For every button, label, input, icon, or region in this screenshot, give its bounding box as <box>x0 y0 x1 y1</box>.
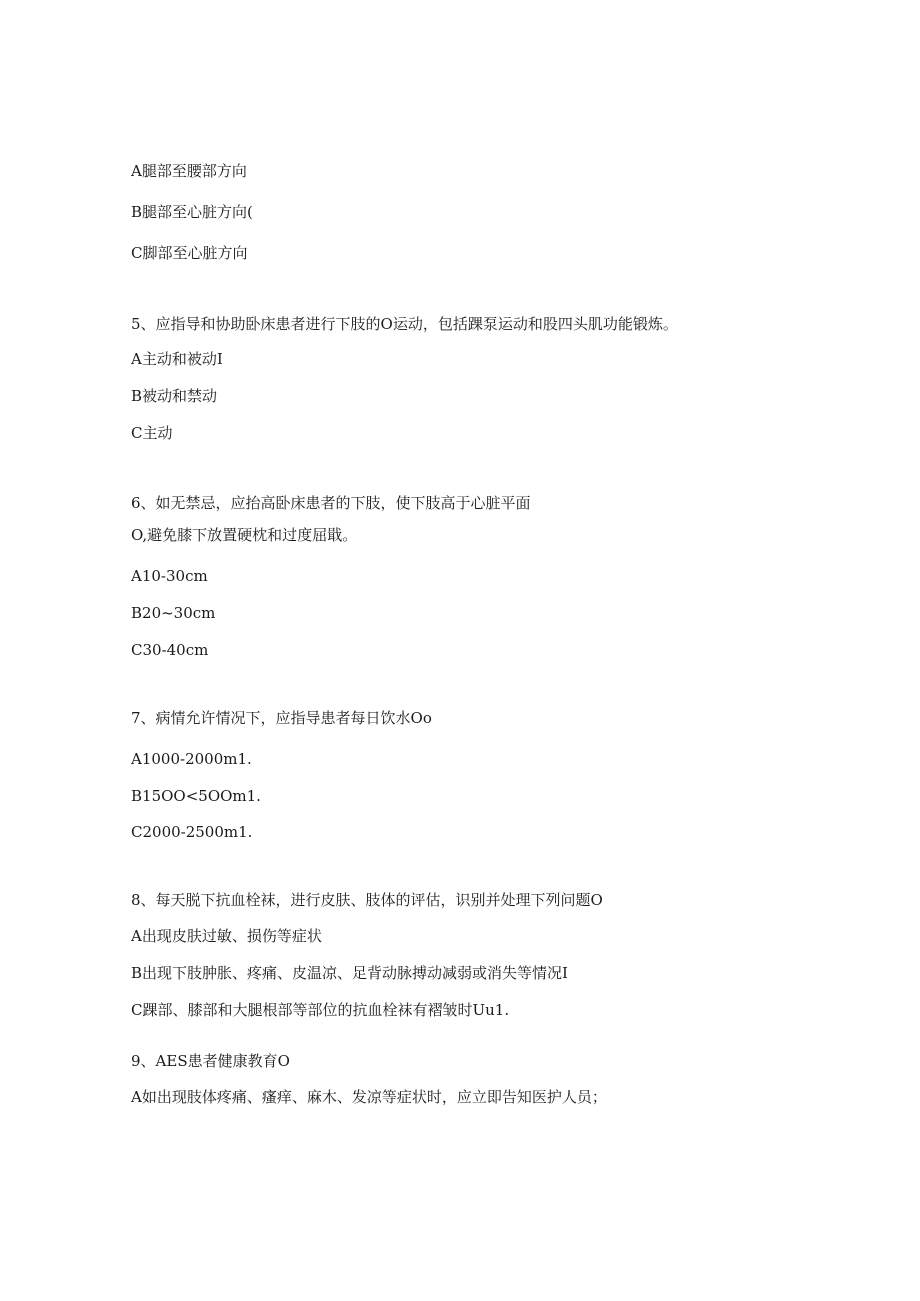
q5-option-a: A主动和被动I <box>131 350 223 368</box>
q8-option-c: C踝部、膝部和大腿根部等部位的抗血栓袜有褶皱时Uu1. <box>131 1001 510 1019</box>
q6-question-line1: 6、如无禁忌，应抬高卧床患者的下肢，使下肢高于心脏平面 <box>131 494 531 512</box>
q8-question: 8、每天脱下抗血栓袜，进行皮肤、肢体的评估，识别并处理下列问题O <box>131 891 603 909</box>
q7-question: 7、病情允许情况下，应指导患者每日饮水Oo <box>131 709 432 727</box>
q5-question: 5、应指导和协助卧床患者进行下肢的O运动，包括踝泵运动和股四头肌功能锻炼。 <box>131 315 678 333</box>
q7-option-b: B15OO<5OOm1. <box>131 787 261 805</box>
q4-option-b: B腿部至心脏方向( <box>131 203 253 221</box>
q6-question-line2: O,避免膝下放置硬枕和过度屈戢。 <box>131 526 358 544</box>
q8-option-a: A出现皮肤过敏、损伤等症状 <box>131 927 322 945</box>
q9-option-a: A如出现肢体疼痛、瘙痒、麻木、发凉等症状时，应立即告知医护人员； <box>131 1088 607 1106</box>
q7-option-c: C2000-2500m1. <box>131 823 253 841</box>
q6-option-a: A10-30cm <box>131 567 208 585</box>
q6-option-b: B20~30cm <box>131 604 216 622</box>
q6-option-c: C30-40cm <box>131 641 209 659</box>
q4-option-c: C脚部至心脏方向 <box>131 244 248 262</box>
q5-option-c: C主动 <box>131 424 173 442</box>
q5-option-b: B被动和禁动 <box>131 387 218 405</box>
q4-option-a: A腿部至腰部方向 <box>131 162 247 180</box>
q8-option-b: B出现下肢肿胀、疼痛、皮温凉、足背动脉搏动减弱或消失等情况I <box>131 964 568 982</box>
q7-option-a: A1000-2000m1. <box>131 750 252 768</box>
q9-question: 9、AES患者健康教育O <box>131 1052 290 1070</box>
